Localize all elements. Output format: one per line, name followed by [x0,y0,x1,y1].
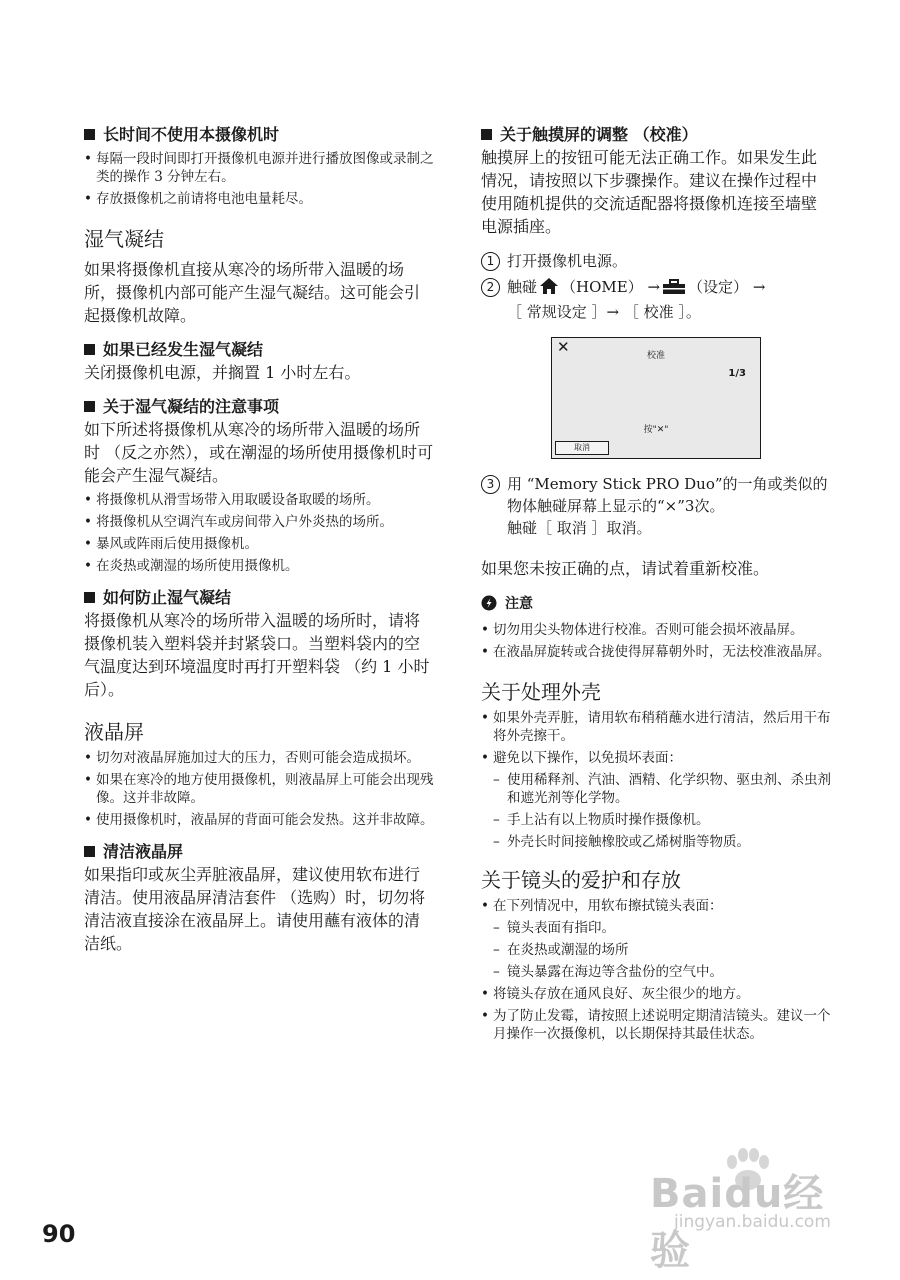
step-list [481,473,831,539]
heading-casing: 关于处理外壳 [481,680,601,704]
page-number: 90 [42,1220,76,1248]
list-item: • 切勿对液晶屏施加过大的压力，否则可能会造成损坏。 [84,749,434,767]
screen-cancel-button: 取消 [555,441,609,455]
section-heading: 关于湿气凝结的注意事项 [84,396,434,418]
paragraph: 将摄像机从寒冷的场所带入温暖的场所时，请将摄像机装入塑料袋并封紧袋口。当塑料袋内的空气温度达到环境温度时再打开塑料袋 （约 1 小时后）。 [84,611,430,699]
screen-page-indicator: 1/3 [728,368,746,379]
list-item: – 手上沾有以上物质时操作摄像机。 [481,811,831,829]
bullet-list [84,150,434,208]
list-item: – 镜头表面有指印。 [481,919,831,937]
square-bullet-icon [84,592,95,603]
screen-hint: 按"✕" [643,425,669,435]
list-item: • 将摄像机从空调汽车或房间带入户外炎热的场所。 [84,513,434,531]
watermark-site: jingyan.baidu.com [674,1212,831,1232]
paragraph: 如下所述将摄像机从寒冷的场所带入温暖的场所时 （反之亦然），或在潮湿的场所使用摄像机时可能会产生湿气凝结。 [84,420,434,485]
home-icon [539,277,559,301]
step-item: 2 触碰 （HOME） → （设定） → ［ 常规设定 ］→ ［ 校准 ］。 [481,276,831,323]
bullet-list [84,749,434,829]
list-item: • 每隔一段时间即打开摄像机电源并进行播放图像或录制之类的操作 3 分钟左右。 [84,150,434,186]
left-column [84,124,434,955]
paragraph: 关闭摄像机电源，并搁置 1 小时左右。 [84,363,361,382]
list-item: • 将摄像机从滑雪场带入用取暖设备取暖的场所。 [84,491,434,509]
paragraph: 如果指印或灰尘弄脏液晶屏，建议使用软布进行清洁。使用液晶屏清洁套件 （选购）时，切勿将清洁液直接涂在液晶屏上。请使用蘸有液体的清洁纸。 [84,865,426,953]
toolbox-settings-icon [662,279,686,301]
list-item: • 使用摄像机时，液晶屏的背面可能会发热。这并非故障。 [84,811,434,829]
list-item: • 如果外壳弄脏，请用软布稍稍蘸水进行清洁，然后用干布将外壳擦干。 [481,709,831,745]
calibration-screen-illustration [551,337,761,459]
list-item: • 存放摄像机之前请将电池电量耗尽。 [84,190,434,208]
bullet-list [481,621,831,661]
step-item: 3 用 “Memory Stick PRO Duo”的一角或类似的物体触碰屏幕上显示的“×”3次。 触碰［ 取消 ］取消。 [481,473,831,539]
step-number: 1 [481,252,500,271]
step-number: 3 [481,475,500,494]
list-item: • 在液晶屏旋转或合拢使得屏幕朝外时，无法校准液晶屏。 [481,643,831,661]
step-item: 1 打开摄像机电源。 [481,250,831,272]
bullet-list [481,897,831,915]
list-item: • 暴风或阵雨后使用摄像机。 [84,535,434,553]
list-item: • 将镜头存放在通风良好、灰尘很少的地方。 [481,985,831,1003]
list-item: • 在炎热或潮湿的场所使用摄像机。 [84,557,434,575]
step-list [481,250,831,323]
list-item: • 在下列情况中，用软布擦拭镜头表面： [481,897,831,915]
section-heading: 如何防止湿气凝结 [84,587,434,609]
list-item: – 使用稀释剂、汽油、酒精、化学织物、驱虫剂、杀虫剂和遮光剂等化学物。 [481,771,831,807]
section-heading: 清洁液晶屏 [84,841,434,863]
list-item: – 镜头暴露在海边等含盐份的空气中。 [481,963,831,981]
heading-condensation: 湿气凝结 [84,227,164,251]
list-item: • 避免以下操作，以免损坏表面： [481,749,831,767]
list-item: – 外壳长时间接触橡胶或乙烯树脂等物质。 [481,833,831,851]
section-heading: 长时间不使用本摄像机时 [84,124,434,146]
list-item: – 在炎热或潮湿的场所 [481,941,831,959]
section-heading: 如果已经发生湿气凝结 [84,339,434,361]
step-number: 2 [481,278,500,297]
screen-title: 校准 [646,351,665,361]
dash-list [481,919,831,981]
heading-lens: 关于镜头的爱护和存放 [481,868,681,892]
square-bullet-icon [84,344,95,355]
square-bullet-icon [84,846,95,857]
bullet-list [481,985,831,1043]
section-heading: 关于触摸屏的调整 （校准） [481,124,831,146]
caution-icon [481,595,497,617]
paragraph: 如果您未按正确的点，请试着重新校准。 [481,559,770,578]
right-column [481,124,831,1043]
heading-lcd: 液晶屏 [84,720,144,744]
list-item: • 切勿用尖头物体进行校准。否则可能会损坏液晶屏。 [481,621,831,639]
square-bullet-icon [84,129,95,140]
baidu-watermark [638,1148,864,1274]
bullet-list [84,491,434,575]
list-item: • 如果在寒冷的地方使用摄像机，则液晶屏上可能会出现残像。这并非故障。 [84,771,434,807]
square-bullet-icon [84,401,95,412]
dash-list [481,771,831,851]
note-heading: 注意 [481,594,831,617]
paragraph: 如果将摄像机直接从寒冷的场所带入温暖的场所，摄像机内部可能产生湿气凝结。这可能会引起摄像机故障。 [84,260,421,325]
list-item: • 为了防止发霉，请按照上述说明定期清洁镜头。建议一个月操作一次摄像机，以长期保持其最佳状态。 [481,1007,831,1043]
paragraph: 触摸屏上的按钮可能无法正确工作。如果发生此情况，请按照以下步骤操作。建议在操作过程中使用随机提供的交流适配器将摄像机连接至墙壁电源插座。 [481,148,818,236]
bullet-list [481,709,831,767]
watermark-logo: Baidu经验 [650,1171,825,1274]
square-bullet-icon [481,129,492,140]
close-icon: ✕ [557,338,570,356]
